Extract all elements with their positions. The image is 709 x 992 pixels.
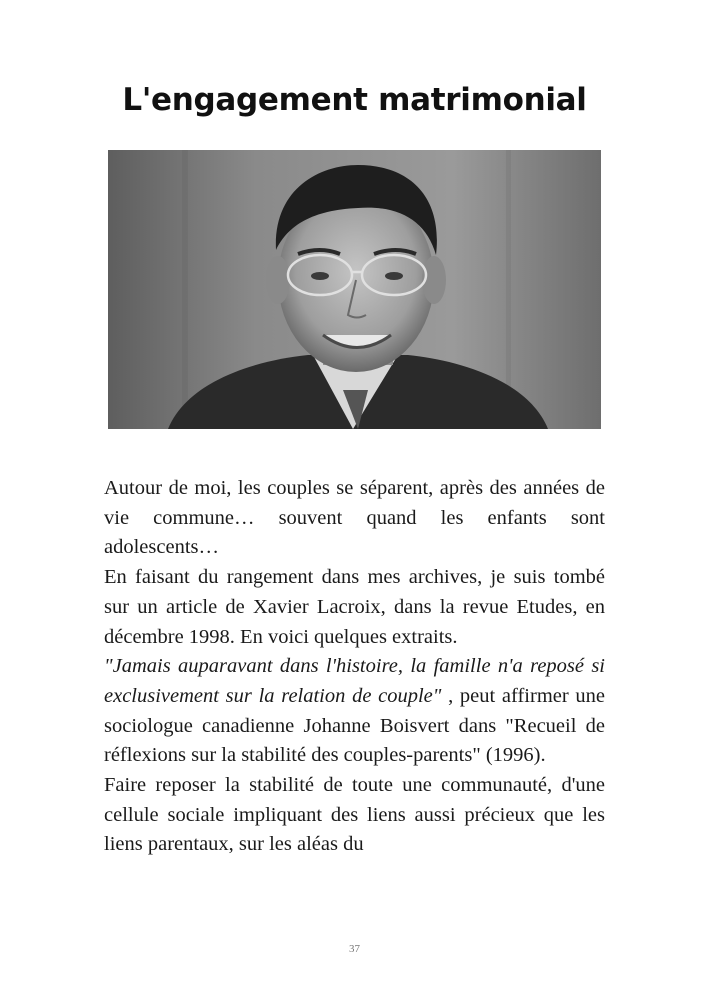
page-number: 37 (349, 943, 360, 955)
quote-attribution: , peut affirmer une sociologue canadienne Johanne Boisvert dans "Recueil de réflexions sur la stabilité des couples-parents" (1996). (104, 684, 605, 767)
paragraph: En faisant du rangement dans mes archives, je suis tombé sur un article de Xavier Lacroix, dans la revue Etudes, en décembre 1998. En voici quelques extraits. (104, 566, 605, 648)
page-title: L'engagement matrimonial (122, 82, 587, 118)
portrait-photo-icon (108, 150, 601, 429)
quote-paragraph (104, 652, 605, 771)
paragraph: Autour de moi, les couples se séparent, après des années de vie commune… souvent quand les enfants sont adolescents… (104, 477, 605, 559)
paragraph: Faire reposer la stabilité de toute une communauté, d'une cellule sociale impliquant des liens aussi précieux que les liens parentaux, sur les aléas du (104, 774, 605, 856)
portrait-photo (108, 150, 601, 429)
article-body (104, 474, 605, 860)
quote-text: "Jamais auparavant dans l'histoire, la famille n'a reposé si exclusivement sur la relation de couple" (104, 655, 605, 707)
